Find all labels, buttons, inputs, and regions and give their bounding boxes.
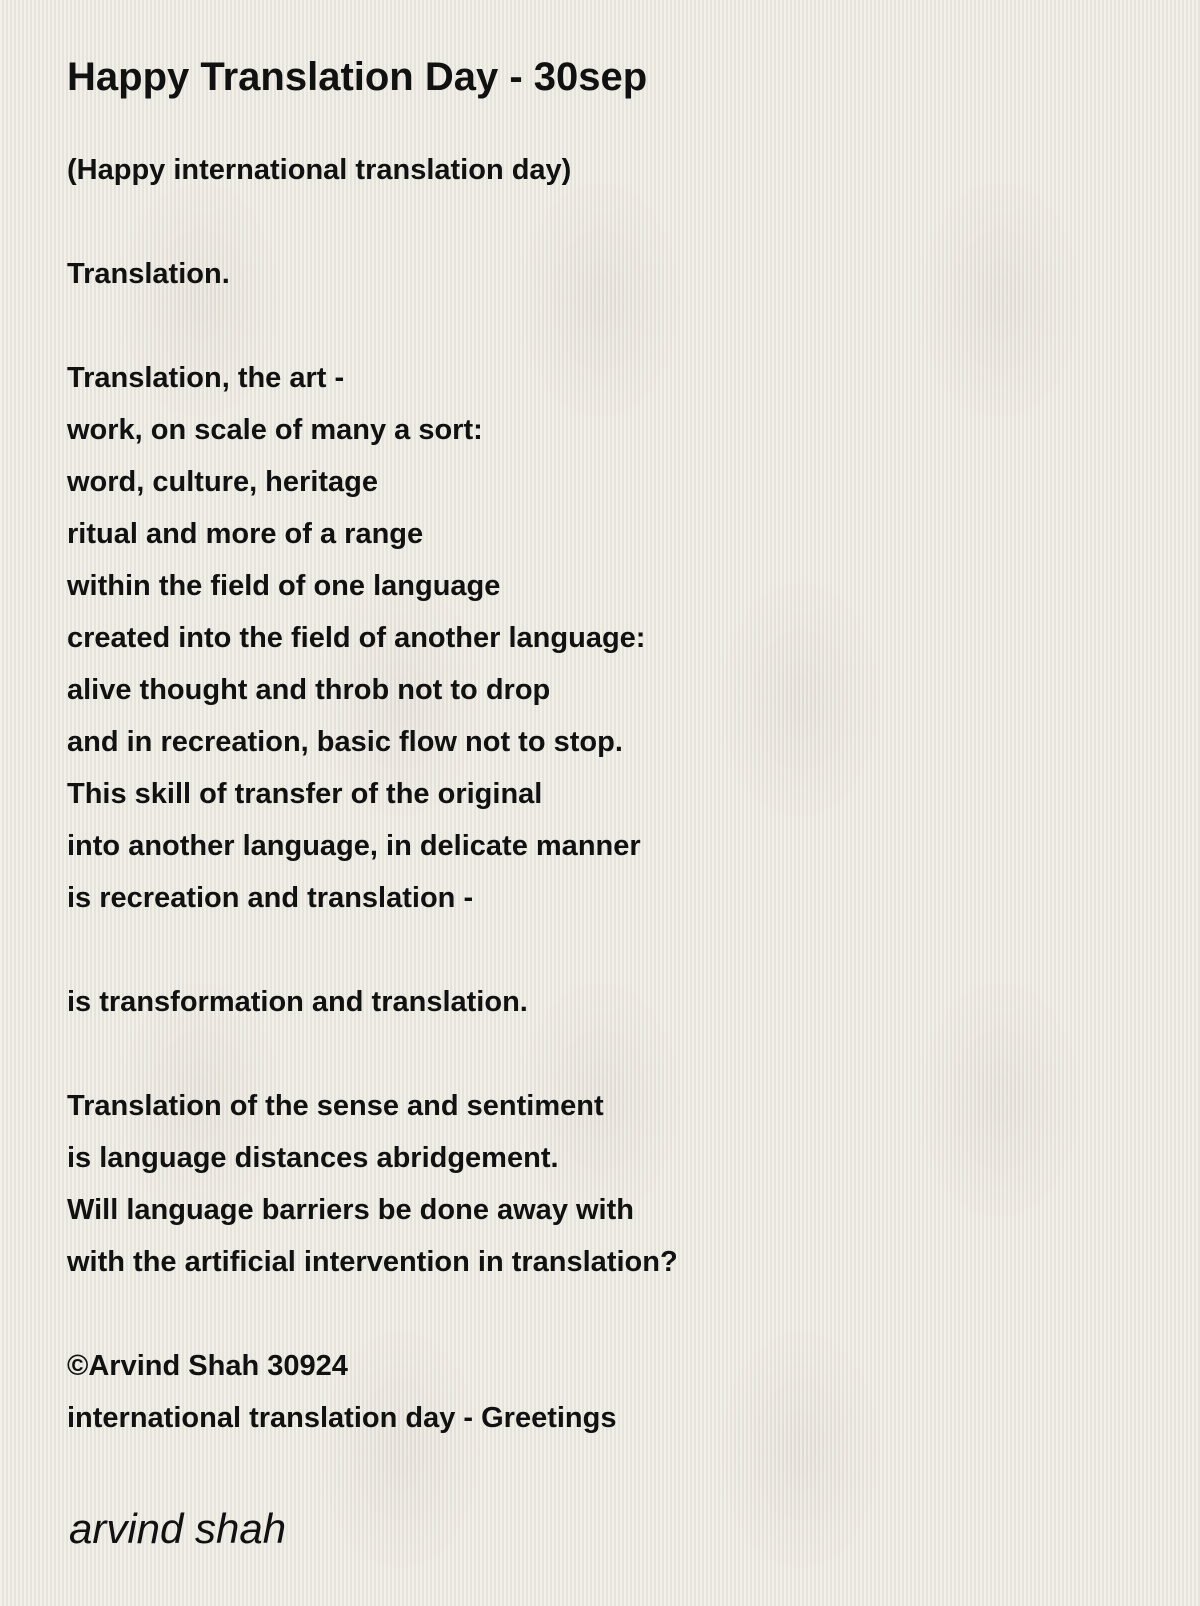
poem-line-blank <box>67 196 1147 248</box>
poem-line: with the artificial intervention in translation? <box>67 1246 678 1278</box>
poem-line: into another language, in delicate manner <box>67 830 641 862</box>
poem-line-blank <box>67 300 1147 352</box>
poem-line: international translation day - Greetings <box>67 1402 617 1434</box>
author-signature: arvind shah <box>69 1505 287 1552</box>
poem-line: word, culture, heritage <box>67 466 378 498</box>
poem-line: alive thought and throb not to drop <box>67 674 551 706</box>
poem-line: (Happy international translation day) <box>67 154 572 186</box>
poem-line: within the field of one language <box>67 570 501 602</box>
poem-line-blank <box>67 1028 1147 1080</box>
poem-line: This skill of transfer of the original <box>67 778 543 810</box>
poem-line: ritual and more of a range <box>67 518 424 550</box>
poem-body <box>67 144 1147 1444</box>
poem-line-blank <box>67 1288 1147 1340</box>
poem-line: is recreation and translation - <box>67 882 474 914</box>
poem-page <box>67 52 1147 1444</box>
poem-line: created into the field of another language: <box>67 622 646 654</box>
poem-line: and in recreation, basic flow not to stop. <box>67 726 623 758</box>
poem-line: Translation, the art - <box>67 362 345 394</box>
poem-line: Translation of the sense and sentiment <box>67 1090 604 1122</box>
poem-line: is transformation and translation. <box>67 986 528 1018</box>
poem-line: work, on scale of many a sort: <box>67 414 483 446</box>
poem-line: Translation. <box>67 258 230 290</box>
poem-title: Happy Translation Day - 30sep <box>67 55 648 99</box>
poem-line: Will language barriers be done away with <box>67 1194 634 1226</box>
poem-line: is language distances abridgement. <box>67 1142 559 1174</box>
poem-line-blank <box>67 924 1147 976</box>
poem-copyright-line: ©Arvind Shah 30924 <box>67 1350 348 1382</box>
